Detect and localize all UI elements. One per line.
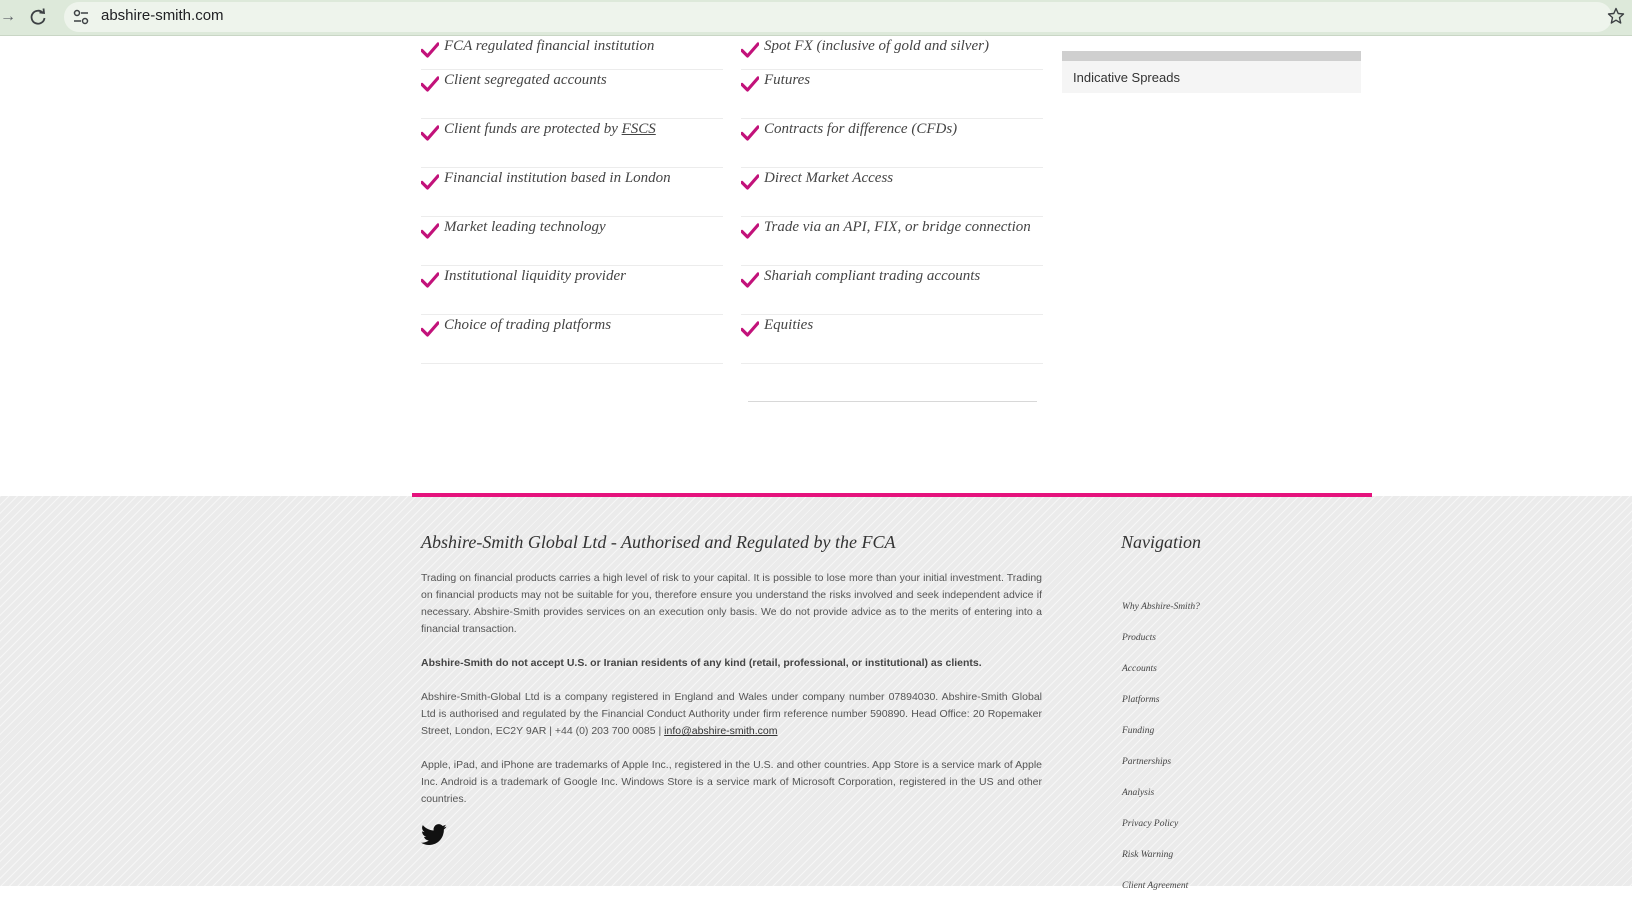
- indicative-spreads-label[interactable]: Indicative Spreads: [1073, 70, 1180, 85]
- browser-toolbar: [0, 0, 1632, 36]
- nav-link[interactable]: Analysis: [1122, 788, 1155, 798]
- feature-item: [741, 168, 1043, 217]
- nav-item: [1122, 720, 1200, 751]
- check-icon: [741, 42, 759, 58]
- nav-link[interactable]: Funding: [1122, 726, 1155, 736]
- check-icon: [741, 76, 759, 92]
- feature-item: [421, 217, 723, 266]
- feature-item: [741, 36, 1043, 70]
- navigation-title: Navigation: [1121, 532, 1201, 552]
- check-icon: [421, 321, 439, 337]
- nav-link[interactable]: Accounts: [1122, 664, 1157, 674]
- features-right-column: [741, 36, 1043, 364]
- check-icon: [421, 223, 439, 239]
- us-residents-notice: Abshire-Smith do not accept U.S. or Iranian residents of any kind (retail, professional, or institutional) as clients.: [421, 657, 982, 669]
- feature-item: [421, 36, 723, 70]
- feature-text: Shariah compliant trading accounts: [764, 268, 981, 284]
- feature-text: Institutional liquidity provider: [444, 268, 626, 284]
- feature-text: Equities: [764, 317, 814, 333]
- forward-icon[interactable]: →: [0, 8, 16, 25]
- check-icon: [741, 223, 759, 239]
- company-info-text: [421, 689, 1042, 740]
- twitter-icon[interactable]: [421, 824, 447, 846]
- nav-item: [1122, 596, 1200, 627]
- feature-text: Direct Market Access: [764, 170, 894, 186]
- nav-item: [1122, 751, 1200, 782]
- nav-item: [1122, 782, 1200, 813]
- feature-text: Market leading technology: [444, 219, 606, 235]
- check-icon: [421, 125, 439, 141]
- feature-text: Client funds are protected by FSCS: [444, 121, 656, 137]
- check-icon: [741, 174, 759, 190]
- feature-item: [741, 217, 1043, 266]
- nav-link[interactable]: Products: [1122, 633, 1156, 643]
- nav-item: [1122, 844, 1200, 875]
- nav-link[interactable]: Why Abshire-Smith?: [1122, 602, 1200, 612]
- feature-item: [741, 119, 1043, 168]
- nav-link[interactable]: Partnerships: [1122, 757, 1172, 767]
- bookmark-star-icon[interactable]: [1607, 7, 1625, 25]
- address-bar[interactable]: [64, 2, 1612, 32]
- nav-item: [1122, 658, 1200, 689]
- feature-item: [741, 315, 1043, 364]
- check-icon: [741, 272, 759, 288]
- feature-item: [421, 168, 723, 217]
- feature-text: Financial institution based in London: [444, 170, 671, 186]
- widget-header-bar: [1062, 51, 1361, 61]
- nav-item: [1122, 875, 1200, 906]
- divider: [748, 401, 1037, 402]
- footer-accent-line: [412, 493, 1372, 497]
- feature-text: FCA regulated financial institution: [444, 38, 655, 54]
- nav-link[interactable]: Platforms: [1122, 695, 1160, 705]
- trademark-text: Apple, iPad, and iPhone are trademarks of Apple Inc., registered in the U.S. and other countries. App Store is a service mark of Apple Inc. Android is a trademark of Google Inc. Windows Store is a service mark of Microsoft Corporation, registered in the US and other countries.: [421, 759, 1042, 805]
- footer-navigation: [1122, 596, 1200, 906]
- check-icon: [421, 76, 439, 92]
- feature-text: Choice of trading platforms: [444, 317, 612, 333]
- check-icon: [741, 125, 759, 141]
- nav-link[interactable]: Risk Warning: [1122, 850, 1174, 860]
- site-info-icon[interactable]: [72, 8, 90, 26]
- footer-title: Abshire-Smith Global Ltd - Authorised and Regulated by the FCA: [421, 532, 896, 552]
- url-text[interactable]: abshire-smith.com: [101, 7, 224, 24]
- feature-item: [741, 266, 1043, 315]
- nav-item: [1122, 813, 1200, 844]
- feature-item: [741, 70, 1043, 119]
- check-icon: [421, 174, 439, 190]
- nav-link[interactable]: Privacy Policy: [1122, 819, 1179, 829]
- feature-text: Futures: [764, 72, 811, 88]
- company-info-body: Abshire-Smith-Global Ltd is a company registered in England and Wales under company number 07894030. Abshire-Smith Global Ltd is authorised and regulated by the Financial Conduct Authority under firm reference number 590890. Head Office: 20 Ropemaker Street, London, EC2Y 9AR | +44 (0) 203 700 0085 |: [421, 691, 1042, 737]
- indicative-spreads-widget: [1062, 51, 1361, 93]
- check-icon: [421, 272, 439, 288]
- feature-item: [421, 266, 723, 315]
- check-icon: [741, 321, 759, 337]
- reload-icon[interactable]: [28, 6, 48, 28]
- risk-warning-text: Trading on financial products carries a high level of risk to your capital. It is possible to lose more than your initial investment. Trading on financial products may not be suitable for you, therefore ensure you understand the risks involved and seek independent advice if necessary. Abshire-Smith provides services on an execution only basis. We do not provide advice as to the merits of entering into a financial transaction.: [421, 572, 1042, 635]
- fscs-link[interactable]: FSCS: [621, 121, 656, 137]
- feature-text: Contracts for difference (CFDs): [764, 121, 958, 137]
- feature-text: Trade via an API, FIX, or bridge connection: [764, 219, 1031, 235]
- nav-item: [1122, 627, 1200, 658]
- email-link[interactable]: info@abshire-smith.com: [664, 725, 778, 737]
- nav-link[interactable]: Client Agreement: [1122, 881, 1189, 891]
- features-left-column: [421, 36, 723, 364]
- feature-text: Spot FX (inclusive of gold and silver): [764, 38, 989, 54]
- check-icon: [421, 42, 439, 58]
- nav-item: [1122, 689, 1200, 720]
- feature-text: Client segregated accounts: [444, 72, 607, 88]
- feature-item: [421, 70, 723, 119]
- feature-item: [421, 315, 723, 364]
- feature-item: [421, 119, 723, 168]
